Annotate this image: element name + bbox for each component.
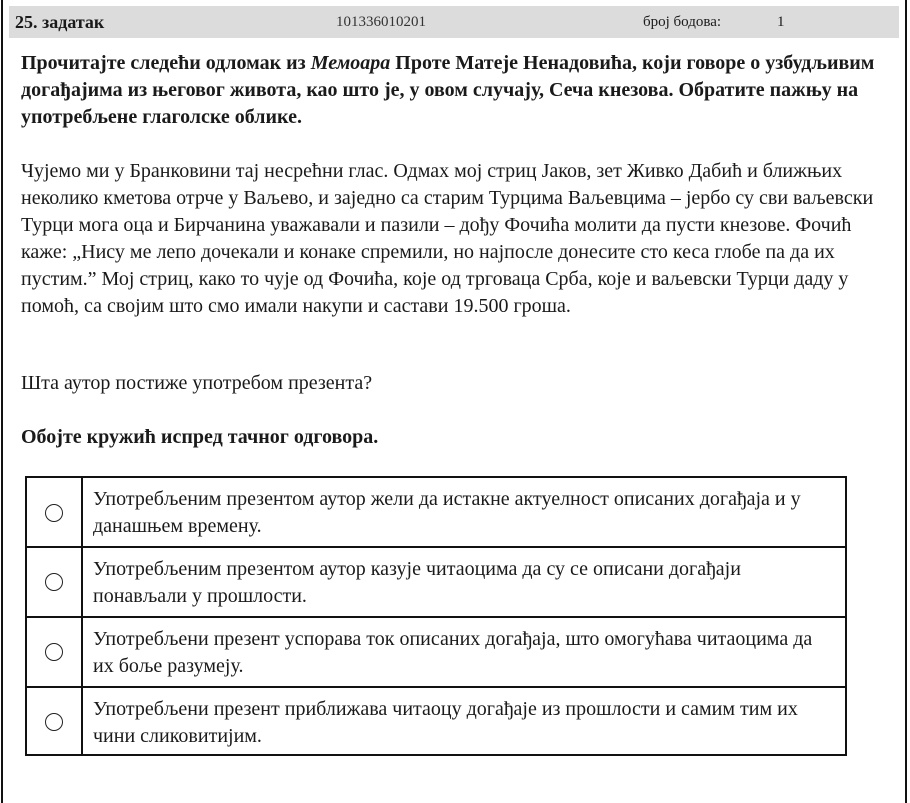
circle-cell: [27, 548, 83, 616]
points-value: 1: [777, 14, 785, 30]
circle-cell: [27, 688, 83, 756]
answer-radio[interactable]: [45, 713, 63, 731]
answer-option-text: Употребљени презент успорава ток описаних догађаја, што омогућава читаоцима да их боље разумеју.: [93, 628, 813, 677]
answer-options: [25, 476, 847, 756]
instruction-before: Прочитајте следећи одломак из: [21, 52, 311, 74]
instruction-after: Проте Матеје Ненадовића, који говоре о узбудљивим догађајима из његовог живота, као што је, у овом случају, Сеча кнезова. Обратите пажњу на употребљене глаголске облике.: [21, 52, 875, 128]
points-label: број бодова:: [643, 14, 722, 30]
answer-option[interactable]: [27, 616, 845, 686]
instruction-italic: Мемоара: [310, 52, 391, 74]
task-header: [9, 6, 899, 38]
reading-instruction: [21, 50, 891, 131]
memoir-passage: Чујемо ми у Бранковини тај несрећни глас. Одмах мој стриц Јаков, зет Живко Дабић и ближњих неколико кметова отрче у Ваљево, и заједно са старим Турцима Ваљевцима – јербо су сви ваљевски Турци мога оца и Бирчанина уважавали и пазили – дођу Фочића молити да пусти кнезове. Фочић каже: „Нису ме лепо дочекали и конаке спремили, но најпосле донесите сто кеса глобе па да их пустим.” Мој стриц, како то чује од Фочића, које од трговаца Срба, које и ваљевски Турци даду у помоћ, са својим што смо имали накупи и састави 19.500 гроша.: [21, 160, 874, 317]
task-page: [1, 0, 907, 803]
task-number: 25. задатак: [15, 12, 105, 32]
answer-radio[interactable]: [45, 573, 63, 591]
answer-option-text: Употребљени презент приближава читаоцу догађаје из прошлости и самим тим их чини сликовитијим.: [93, 698, 798, 747]
answer-option-text: Употребљеним презентом аутор жели да истакне актуелност описаних догађаја и у данашњем времену.: [93, 488, 801, 537]
answer-radio[interactable]: [45, 504, 63, 522]
answer-option[interactable]: [27, 686, 845, 756]
answer-radio[interactable]: [45, 643, 63, 661]
circle-cell: [27, 478, 83, 548]
task-instruction: Обојте кружић испред тачног одговора.: [21, 426, 379, 448]
task-code: 101336010201: [336, 14, 426, 30]
answer-option[interactable]: [27, 546, 845, 616]
answer-option-text: Употребљеним презентом аутор казује читаоцима да су се описани догађаји понављали у прошлости.: [93, 558, 741, 607]
circle-cell: [27, 618, 83, 686]
question-text: Шта аутор постиже употребом презента?: [21, 372, 373, 394]
answer-option[interactable]: [27, 478, 845, 548]
